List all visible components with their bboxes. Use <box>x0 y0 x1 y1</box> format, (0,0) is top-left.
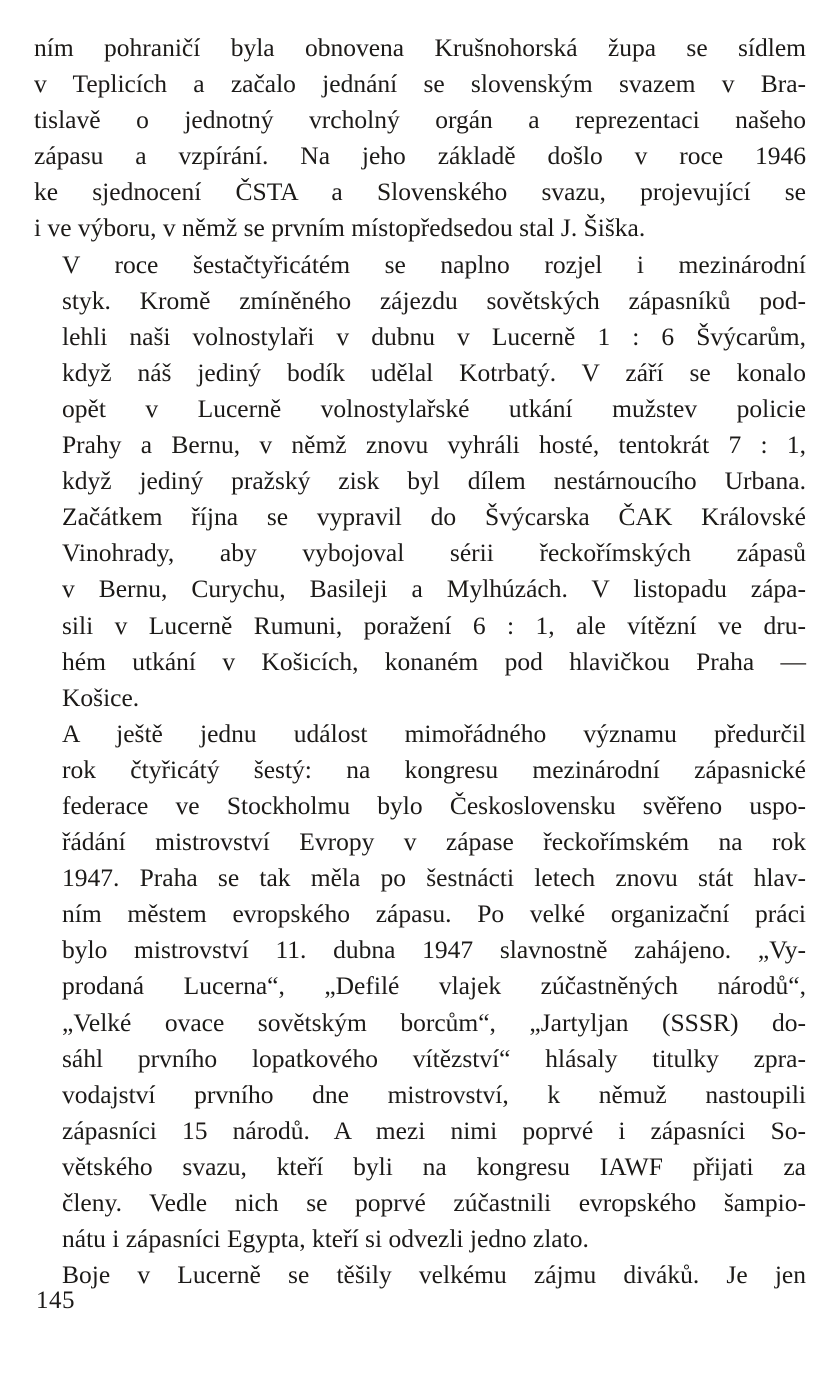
text-line: zápasníci 15 národů. A mezi nimi poprvé i zápasníci So- <box>62 1115 806 1145</box>
text-line: prodaná Lucerna“, „Defilé vlajek zúčastněných národů“, <box>62 971 806 1001</box>
text-line: rok čtyřicátý šestý: na kongresu mezinárodní zápasnické <box>62 754 806 784</box>
text-line: nátu i zápasníci Egypta, kteří si odvezli jedno zlato. <box>62 1224 589 1254</box>
text-line: řádání mistrovství Evropy v zápase řeckořímském na rok <box>62 827 806 857</box>
paragraph-4 <box>34 1257 806 1293</box>
paragraph-2 <box>34 247 806 716</box>
text-line: V roce šestačtyřicátém se naplno rozjel i mezinárodní <box>62 249 806 279</box>
text-line: sili v Lucerně Rumuni, poražení 6 : 1, ale vítězní ve dru- <box>62 610 806 640</box>
text-line: Košice. <box>62 682 140 712</box>
text-line: vodajství prvního dne mistrovství, k němuž nastoupili <box>62 1079 806 1109</box>
text-line: opět v Lucerně volnostylařské utkání mužstev policie <box>62 393 806 423</box>
text-line: když náš jediný bodík udělal Kotrbatý. V září se konalo <box>62 357 806 387</box>
text-line: ke sjednocení ČSTA a Slovenského svazu, projevující se <box>34 177 806 207</box>
paragraph-3 <box>34 716 806 1257</box>
text-line: styk. Kromě zmíněného zájezdu sovětských zápasníků pod- <box>62 285 806 315</box>
text-line: tislavě o jednotný vrcholný orgán a reprezentaci našeho <box>34 105 806 135</box>
text-line: A ještě jednu událost mimořádného významu předurčil <box>62 718 806 748</box>
text-line: Začátkem října se vypravil do Švýcarska ČAK Královské <box>62 502 806 532</box>
text-line: ním městem evropského zápasu. Po velké organizační práci <box>62 899 806 929</box>
paragraph-1 <box>34 30 806 247</box>
text-line: Prahy a Bernu, v němž znovu vyhráli hosté, tentokrát 7 : 1, <box>62 430 806 460</box>
text-line: když jediný pražský zisk byl dílem nestárnoucího Urbana. <box>62 466 806 496</box>
text-line: členy. Vedle nich se poprvé zúčastnili evropského šampio- <box>62 1188 806 1217</box>
text-line: ním pohraničí byla obnovena Krušnohorská župa se sídlem <box>34 33 806 62</box>
text-line: bylo mistrovství 11. dubna 1947 slavnostně zahájeno. „Vy- <box>62 935 806 965</box>
text-line: Vinohrady, aby vybojoval sérii řeckořímských zápasů <box>62 538 806 568</box>
book-page <box>34 30 806 1360</box>
text-line: Boje v Lucerně se těšily velkému zájmu diváků. Je jen <box>62 1260 806 1290</box>
page-number: 145 <box>36 1287 75 1314</box>
text-line: hém utkání v Košicích, konaném pod hlavičkou Praha — <box>62 646 806 676</box>
text-line: sáhl prvního lopatkového vítězství“ hlásaly titulky zpra- <box>62 1043 806 1073</box>
text-line: v Teplicích a začalo jednání se slovenským svazem v Bra- <box>34 69 806 99</box>
text-line: zápasu a vzpírání. Na jeho základě došlo v roce 1946 <box>34 141 806 171</box>
text-line: lehli naši volnostylaři v dubnu v Lucerně 1 : 6 Švýcarům, <box>62 321 806 351</box>
text-line: „Velké ovace sovětským borcům“, „Jartyljan (SSSR) do- <box>62 1007 806 1037</box>
text-line: v Bernu, Curychu, Basileji a Mylhúzách. V listopadu zápa- <box>62 574 806 604</box>
text-line: i ve výboru, v němž se prvním místopředsedou stal J. Šiška. <box>34 213 646 243</box>
text-line: federace ve Stockholmu bylo Československu svěřeno uspo- <box>62 790 806 820</box>
text-line: větského svazu, kteří byli na kongresu IAWF přijati za <box>62 1151 806 1181</box>
text-line: 1947. Praha se tak měla po šestnácti letech znovu stát hlav- <box>62 863 806 893</box>
